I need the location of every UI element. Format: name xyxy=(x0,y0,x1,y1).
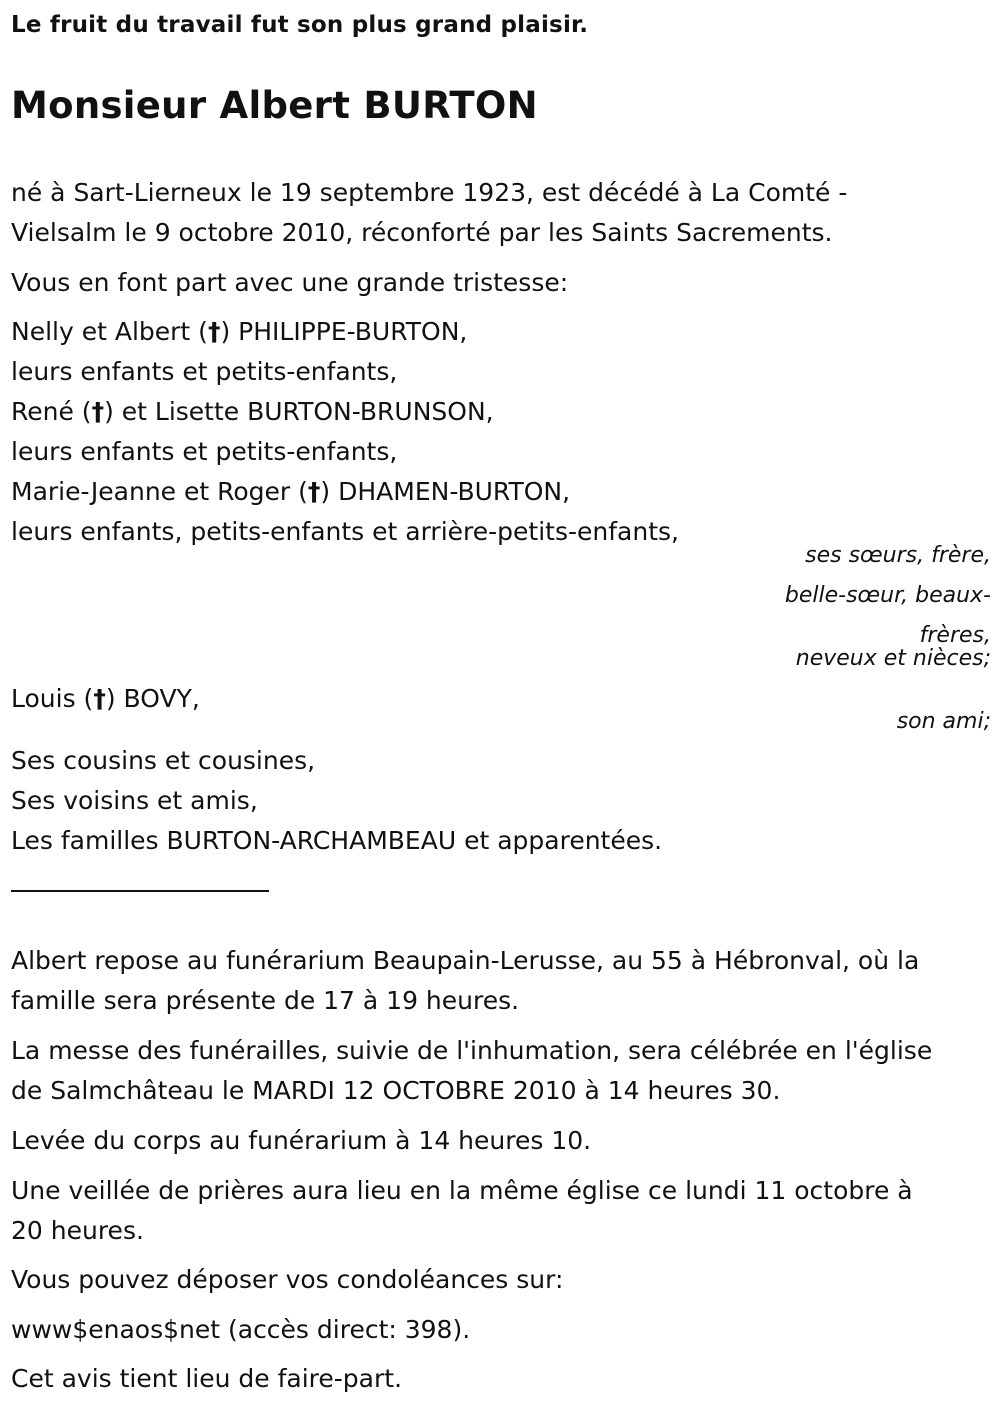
family-line-3-descendants: leurs enfants, petits-enfants et arrière-petits-enfants, xyxy=(11,517,679,546)
deceased-name: Monsieur Albert BURTON xyxy=(11,84,538,127)
friend-line-end: ) BOVY, xyxy=(105,684,200,713)
cross-icon: † xyxy=(93,684,106,713)
details-line-7: Cet avis tient lieu de faire-part. xyxy=(11,1364,403,1393)
relation-line-2: belle-sœur, beaux- xyxy=(784,583,991,608)
intro-line-1: né à Sart-Lierneux le 19 septembre 1923, est décédé à La Comté - xyxy=(11,178,848,207)
family-line-1-end: ) PHILIPPE-BURTON, xyxy=(220,317,468,346)
others-line-3: Les familles BURTON-ARCHAMBEAU et apparentées. xyxy=(11,826,663,855)
friend-relation: son ami; xyxy=(896,709,991,734)
details-line-4b: 20 heures. xyxy=(11,1216,144,1245)
family-line-1-descendants: leurs enfants et petits-enfants, xyxy=(11,357,398,386)
details-line-1b: famille sera présente de 17 à 19 heures. xyxy=(11,986,520,1015)
motto: Le fruit du travail fut son plus grand plaisir. xyxy=(11,12,589,38)
relation-line-4: neveux et nièces; xyxy=(795,646,991,671)
details-line-2a: La messe des funérailles, suivie de l'inhumation, sera célébrée en l'église xyxy=(11,1036,933,1065)
friend-line xyxy=(11,684,200,714)
others-line-1: Ses cousins et cousines, xyxy=(11,746,316,775)
details-line-3: Levée du corps au funérarium à 14 heures 10. xyxy=(11,1126,592,1155)
cross-icon: † xyxy=(207,317,221,346)
cross-icon: † xyxy=(307,477,321,506)
details-line-5: Vous pouvez déposer vos condoléances sur: xyxy=(11,1265,564,1294)
announcement: Vous en font part avec une grande tristesse: xyxy=(11,268,569,297)
obituary-notice xyxy=(11,0,991,1414)
details-line-2b: de Salmchâteau le MARDI 12 OCTOBRE 2010 à 14 heures 30. xyxy=(11,1076,781,1105)
relation-line-3: frères, xyxy=(919,623,991,648)
intro-line-2: Vielsalm le 9 octobre 2010, réconforté par les Saints Sacrements. xyxy=(11,218,833,247)
family-line-1 xyxy=(11,317,467,347)
cross-icon: † xyxy=(91,397,105,426)
family-line-3 xyxy=(11,477,570,507)
relation-line-1: ses sœurs, frère, xyxy=(805,543,991,568)
friend-line-start: Louis ( xyxy=(11,684,94,713)
family-line-2-descendants: leurs enfants et petits-enfants, xyxy=(11,437,398,466)
family-line-3-end: ) DHAMEN-BURTON, xyxy=(320,477,571,506)
family-line-3-start: Marie-Jeanne et Roger ( xyxy=(11,477,308,506)
condolences-link[interactable]: www$enaos$net (accès direct: 398). xyxy=(11,1315,471,1344)
separator-line xyxy=(11,890,269,892)
family-line-2-end: ) et Lisette BURTON-BRUNSON, xyxy=(104,397,494,426)
details-line-1a: Albert repose au funérarium Beaupain-Lerusse, au 55 à Hébronval, où la xyxy=(11,946,920,975)
family-line-2-start: René ( xyxy=(11,397,92,426)
details-line-4a: Une veillée de prières aura lieu en la même église ce lundi 11 octobre à xyxy=(11,1176,913,1205)
others-line-2: Ses voisins et amis, xyxy=(11,786,258,815)
family-line-2 xyxy=(11,397,494,427)
family-line-1-start: Nelly et Albert ( xyxy=(11,317,208,346)
